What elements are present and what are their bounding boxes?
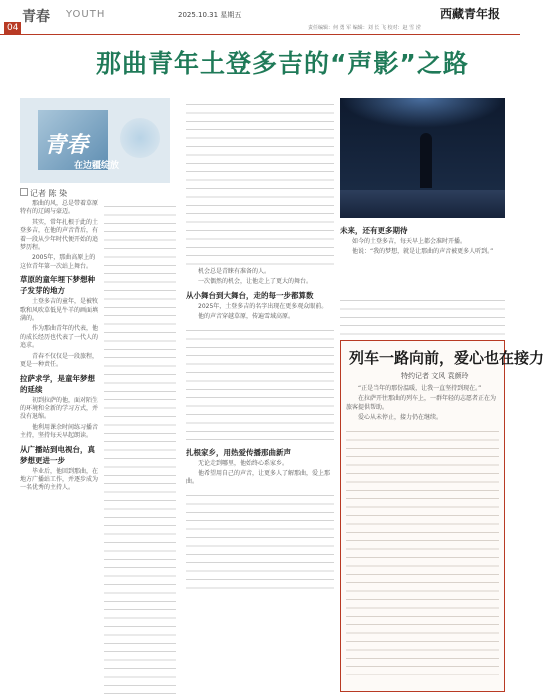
paragraph: 作为那曲青年的代表，他的成长经历也代表了一代人的追求。 (20, 325, 99, 350)
paper-name: 西藏青年报 (440, 7, 501, 21)
text-block (104, 200, 176, 695)
paragraph: 他利用课余时间练习播音主持，坚持每天早起朗读。 (20, 423, 99, 440)
paragraph: 在拉萨开往那曲的列车上，一群年轻的志愿者正在为旅客提供帮助。 (346, 395, 497, 411)
page-number: 04 (4, 22, 21, 34)
reporter-line: 记者 陈 染 (20, 188, 67, 199)
box-title: 列车一路向前，爱心也在接力 (349, 349, 544, 367)
box-body (346, 385, 499, 685)
paragraph: 青春不仅仅是一段旅程，更是一种责任。 (20, 352, 99, 369)
right-column-top (340, 222, 505, 292)
paragraph: 他希望用自己的声音，让更多人了解那曲，爱上那曲。 (186, 470, 331, 486)
paragraph: 他说：“我的梦想，就是让那曲的声音被更多人听到。” (352, 248, 494, 256)
badge-decor (120, 118, 160, 158)
issue-date: 2025.10.31 星期五 (178, 11, 242, 19)
paragraph: 他的声音穿越草原，传遍雪域高原。 (198, 313, 295, 321)
text-block (346, 425, 499, 675)
column-badge (20, 98, 170, 183)
paragraph: 那曲的风，总是带着草原特有的辽阔与豪迈。 (20, 200, 99, 216)
section-en: YOUTH (66, 9, 106, 20)
badge-title: 青春 (44, 133, 89, 158)
subheading: 从小舞台到大舞台，走的每一步都算数 (186, 290, 314, 300)
box-byline: 特约记者 文风 袁颜玲 (401, 372, 469, 380)
stage-lights (340, 98, 505, 128)
text-block (186, 489, 334, 589)
paragraph: 无论走到哪里，他始终心系家乡。 (198, 459, 289, 467)
stage-photo (340, 98, 505, 218)
section-title: 青春 (22, 9, 50, 25)
subheading: 草原的童年埋下梦想种子发芽的地方 (20, 275, 95, 296)
badge-subtitle: 在边疆绽放 (74, 161, 120, 171)
header-rule (0, 34, 520, 35)
paragraph: 爱心从未停止，接力仍在继续。 (358, 414, 443, 422)
paragraph: 其实，常年扎根于此的土登多吉，在他的声音背后，有着一段从少年时代便开始的追梦历程。 (20, 218, 99, 252)
subheading: 拉萨求学，是童年梦想的延续 (20, 373, 95, 394)
paragraph: 如今的土登多吉，每天早上都会准时开播。 (352, 238, 467, 245)
paragraph: “正是当年的那份温暖，让我一直坚持到现在。” (358, 385, 482, 392)
left-column (20, 200, 98, 695)
editor-line: 责任编辑：何 勇 军 编辑：刘 长 飞 校对：赵 雪 滢 (308, 25, 421, 31)
paragraph: 2005年，那曲高原上的这位青年第一次站上舞台。 (20, 254, 96, 270)
middle-column (186, 98, 334, 695)
paragraph: 土登多吉的童年，是被牧歌和风吹草低见牛羊的画面填满的。 (20, 298, 99, 323)
subheading: 未来，还有更多期待 (340, 226, 408, 235)
reporter-marker (20, 188, 28, 196)
performer-figure (420, 133, 432, 188)
paragraph: 毕业后，他回到那曲，在地方广播站工作，并逐步成为一名优秀的主持人。 (20, 467, 99, 492)
paragraph: 初到拉萨的他，面对陌生的环境和全新的学习方式，并没有退缩。 (20, 396, 99, 421)
subheading: 扎根家乡，用热爱传播那曲新声 (186, 447, 291, 457)
stage-floor (340, 190, 505, 218)
paragraph: 一次偶然的机会，让他走上了更大的舞台。 (198, 278, 313, 286)
subheading: 从广播站到电视台，真梦想更进一步 (20, 444, 95, 465)
paragraph: 2025年，土登多吉的名字出现在更多观众眼前。 (198, 302, 328, 310)
paragraph: 机会总是青睐有准备的人。 (198, 268, 271, 275)
text-block (186, 324, 334, 444)
left-column-b (104, 200, 176, 695)
boxed-story (340, 340, 544, 692)
text-block (186, 98, 334, 268)
headline: 那曲青年土登多吉的“声影”之路 (96, 49, 469, 78)
right-column-mid (340, 294, 505, 336)
